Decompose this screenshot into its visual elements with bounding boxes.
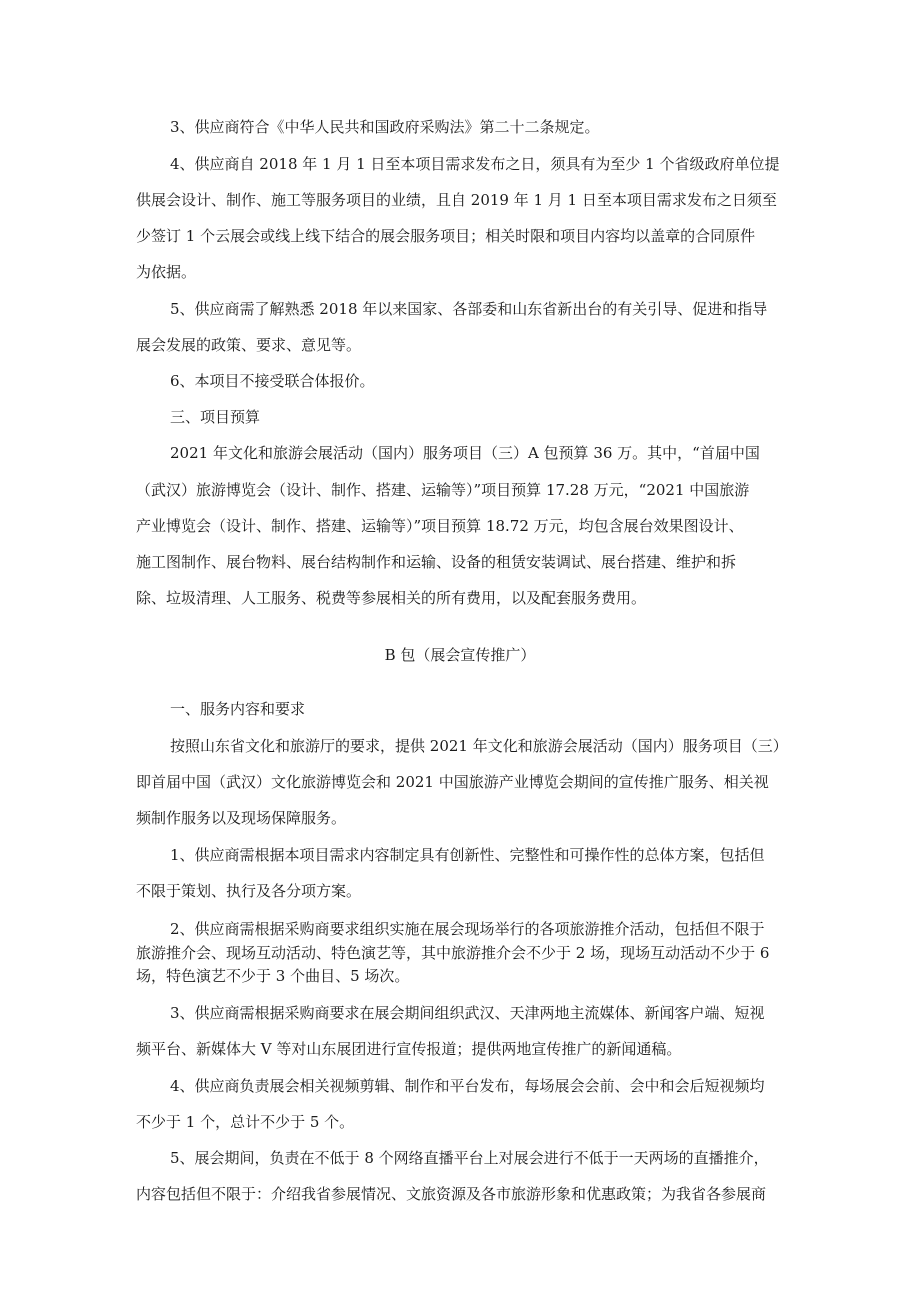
paragraph-line: 6、本项目不接受联合体报价。 (170, 372, 375, 390)
paragraph-line: 3、供应商符合《中华人民共和国政府采购法》第二十二条规定。 (170, 118, 600, 136)
paragraph-line: 3、供应商需根据采购商要求在展会期间组织武汉、天津两地主流媒体、新闻客户端、短视 (170, 1004, 765, 1022)
paragraph-line: 4、供应商负责展会相关视频剪辑、制作和平台发布，每场展会会前、会中和会后短视频均 (170, 1077, 765, 1095)
paragraph-line: 供展会设计、制作、施工等服务项目的业绩，且自 2019 年 1 月 1 日至本项目需求发布之日须至 (136, 191, 777, 209)
paragraph-line: 频平台、新媒体大 V 等对山东展团进行宣传报道；提供两地宣传推广的新闻通稿。 (136, 1040, 682, 1058)
paragraph-line: 1、供应商需根据本项目需求内容制定具有创新性、完整性和可操作性的总体方案，包括但 (170, 846, 765, 864)
paragraph-line: 旅游推介会、现场互动活动、特色演艺等，其中旅游推介会不少于 2 场，现场互动活动不少于 6 (136, 944, 770, 962)
paragraph-line: 为依据。 (136, 263, 197, 281)
paragraph-line: 4、供应商自 2018 年 1 月 1 日至本项目需求发布之日，须具有为至少 1 个省级政府单位提 (170, 155, 780, 173)
paragraph-line: 不少于 1 个，总计不少于 5 个。 (136, 1113, 355, 1131)
package-title: B 包（展会宣传推广） (384, 646, 536, 664)
paragraph-line: 内容包括但不限于：介绍我省参展情况、文旅资源及各市旅游形象和优惠政策；为我省各参展商 (136, 1185, 767, 1203)
paragraph-line: 产业博览会（设计、制作、搭建、运输等）”项目预算 18.72 万元，均包含展台效果图设计、 (136, 517, 744, 535)
paragraph-line: （武汉）旅游博览会（设计、制作、搭建、运输等）”项目预算 17.28 万元，“2021 中国旅游 (136, 481, 750, 499)
paragraph-line: 场，特色演艺不少于 3 个曲目、5 场次。 (136, 967, 410, 985)
paragraph-line: 除、垃圾清理、人工服务、税费等参展相关的所有费用，以及配套服务费用。 (136, 589, 647, 607)
paragraph-line: 按照山东省文化和旅游厅的要求，提供 2021 年文化和旅游会展活动（国内）服务项目（三） (170, 737, 788, 755)
section-heading: 一、服务内容和要求 (170, 700, 306, 718)
paragraph-line: 施工图制作、展台物料、展台结构制作和运输、设备的租赁安装调试、展台搭建、维护和拆 (136, 553, 737, 571)
paragraph-line: 5、供应商需了解熟悉 2018 年以来国家、各部委和山东省新出台的有关引导、促进和指导 (170, 300, 768, 318)
paragraph-line: 不限于策划、执行及各分项方案。 (136, 882, 362, 900)
paragraph-line: 2、供应商需根据采购商要求组织实施在展会现场举行的各项旅游推介活动，包括但不限于 (170, 920, 765, 938)
paragraph-line: 2021 年文化和旅游会展活动（国内）服务项目（三）A 包预算 36 万。其中，“首届中国 (170, 444, 760, 462)
section-heading: 三、项目预算 (170, 408, 261, 426)
paragraph-line: 5、展会期间，负责在不低于 8 个网络直播平台上对展会进行不低于一天两场的直播推介， (170, 1149, 769, 1167)
paragraph-line: 少签订 1 个云展会或线上线下结合的展会服务项目；相关时限和项目内容均以盖章的合同原件 (136, 227, 756, 245)
paragraph-line: 展会发展的政策、要求、意见等。 (136, 336, 362, 354)
paragraph-line: 即首届中国（武汉）文化旅游博览会和 2021 中国旅游产业博览会期间的宣传推广服务、相关视 (136, 773, 769, 791)
paragraph-line: 频制作服务以及现场保障服务。 (136, 809, 347, 827)
